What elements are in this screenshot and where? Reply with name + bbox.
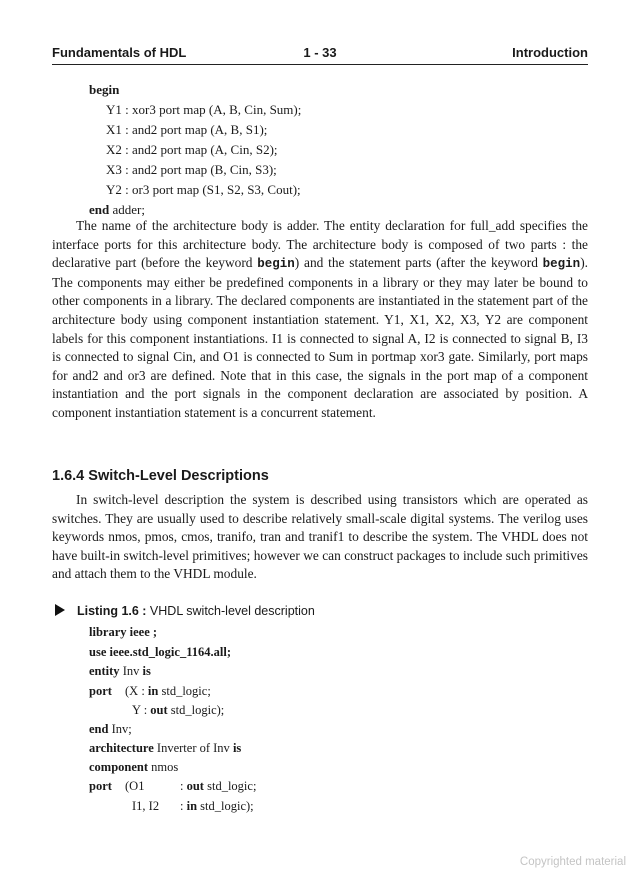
listing-line: architecture Inverter of Inv is [89,741,242,755]
code-line: Y2 : or3 port map (S1, S2, S3, Cout); [106,182,301,197]
listing-line: port [89,779,112,793]
code-line: Y1 : xor3 port map (A, B, Cin, Sum); [106,102,302,117]
code-begin: begin [89,82,120,97]
section-paragraph: In switch-level description the system is described using transistors which are operated as switches. They are usually used to describe relatively small-scale digital systems. The verilog uses keywords nmos, pmos, cmos, tranifo, tran and tranif1 to describe the system. The VHDL does not have built-in switch-level primitives; however we can construct packages to include such primitives and attach them to the VHDL module. [52,492,588,582]
code-end: end adder; [89,202,145,217]
listing-line: port [89,684,112,698]
listing-line: end Inv; [89,722,132,736]
section-heading: 1.6.4 Switch-Level Descriptions [52,468,269,484]
listing-line: I1, I2 [132,799,160,813]
code-line: X1 : and2 port map (A, B, S1); [106,122,268,137]
listing-line: (O1 [125,779,145,793]
header-rule [52,64,588,65]
listing-line: component nmos [89,760,179,774]
code-line: X3 : and2 port map (B, Cin, S3); [106,162,277,177]
listing-line: (X : in std_logic; [125,684,211,698]
code-line: X2 : and2 port map (A, Cin, S2); [106,142,278,157]
book-title: Fundamentals of HDL [52,45,187,60]
chapter-title: Introduction [512,45,588,60]
listing-line: : in std_logic); [180,799,254,813]
copyright-watermark: Copyrighted material [519,856,626,868]
listing-line: library ieee ; [89,625,158,639]
body-paragraph: The name of the architecture body is adder. The entity declaration for full_add specifies the interface ports for this architecture body. The architecture body is composed of two parts : the declarative part (before the keyword begin) and the statement parts (after the keyword begin). The components may either be predefined components in a library or they may later be bound to other components in a library. The declared components are instantiated in the statement part of the architecture body using component instantiation statement. Y1, X1, X2, X3, Y2 are component labels for this component instantiations. I1 is connected to signal A, I2 is connected to signal B, I3 is connected to signal Cin, and O1 is connected to Sum in portmap xor3 gate. Similarly, port maps for and2 and or3 are defined. Note that in this case, the signals in the port map of a component instantiation and the port signals in the component declaration are associated by position. A component instantiation statement is a concurrent statement. [52,218,588,420]
listing-line: entity Inv is [89,664,151,678]
triangle-bullet-icon [55,604,65,616]
page-number: 1 - 33 [303,45,337,60]
listing-line: use ieee.std_logic_1164.all; [89,645,231,659]
listing-line: : out std_logic; [180,779,257,793]
running-header [52,45,588,63]
listing-caption: Listing 1.6 : VHDL switch-level description [55,604,315,618]
listing-line: Y : out std_logic); [132,703,225,717]
